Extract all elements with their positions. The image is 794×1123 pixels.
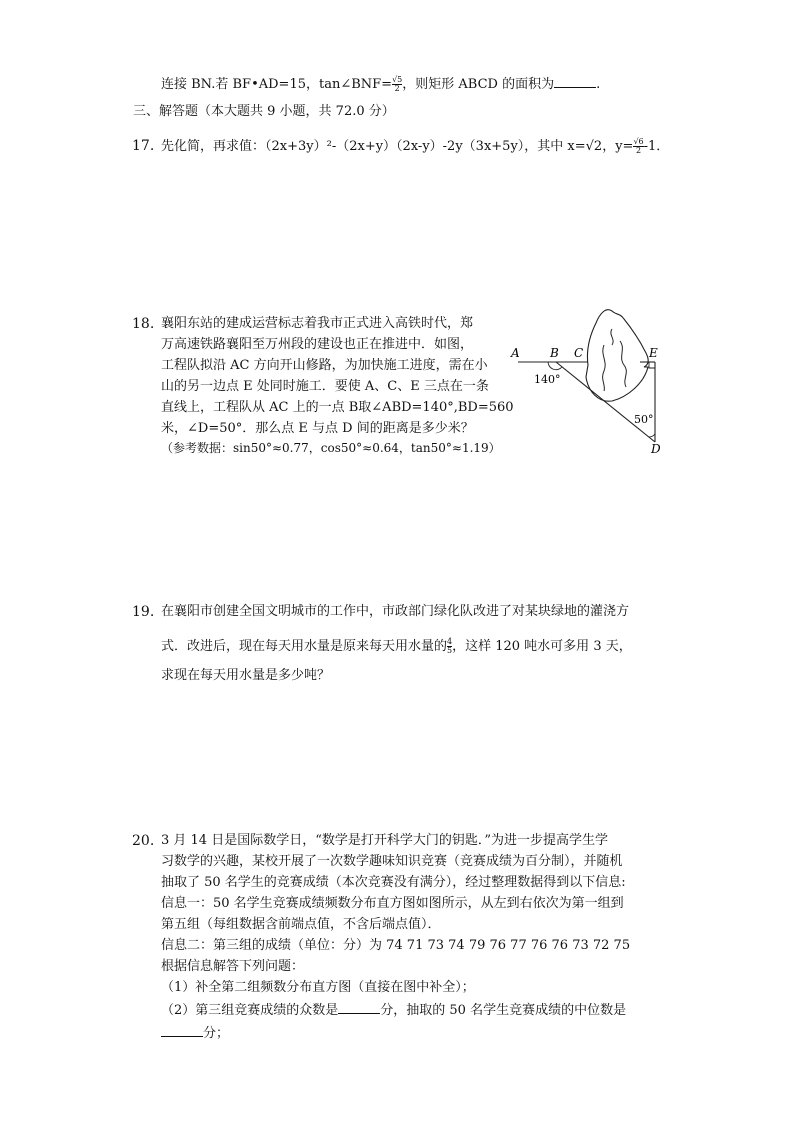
q20-line-3: 抽取了 50 名学生的竞赛成绩（本次竞赛没有满分），经过整理数据得到以下信息: (161, 875, 626, 890)
label-d: D (651, 442, 661, 455)
answer-blank[interactable] (554, 75, 596, 88)
label-b: B (550, 346, 559, 360)
q19-line-2: 式．改进后，现在每天用水量是原来每天用水量的 $\frac{4}{5}$ ，这样 120 吨水可多用 3 天， (161, 637, 632, 655)
label-e: E (649, 346, 658, 360)
q18-line-6: 米，∠D=50°．那么点 E 与点 D 间的距离是多少米？ (161, 421, 474, 436)
q20-line-2: 习数学的兴趣，某校开展了一次数学趣味知识竞赛（竞赛成绩为百分制），并随机 (161, 854, 623, 869)
label-angle-b: 140° (534, 373, 561, 386)
continuation-line: 连接 BN.若 BF•AD=15，tan∠BNF= $\frac{√5}{2}$ ，则矩形 ABCD 的面积为 . (161, 75, 601, 93)
q19-line-1: 在襄阳市创建全国文明城市的工作中，市政部门绿化队改进了对某块绿地的灌浇方 (161, 604, 630, 619)
q17-number: 17. (132, 138, 155, 154)
q20-subquestion-2: （2）第三组竞赛成绩的众数是 分，抽取的 50 名学生竞赛成绩的中位数是 (161, 1003, 627, 1018)
continuation-suffix: ，则矩形 ABCD 的面积为 (402, 77, 555, 92)
label-c: C (574, 346, 584, 360)
mountain-detail-2 (620, 341, 626, 387)
q18-line-3: 工程队拟沿 AC 方向开山修路，为加快施工进度，需在小 (161, 358, 488, 373)
q20-line-5: 第五组（每组数据含前端点值，不含后端点值）． (161, 917, 441, 932)
q18-number: 18. (132, 316, 155, 332)
q19-line-3: 求现在每天用水量是多少吨？ (161, 668, 331, 683)
q20-line-8: （1）补全第二组频数分布直方图（直接在图中补全）； (161, 980, 475, 995)
label-a: A (511, 346, 520, 360)
q18-line-1: 襄阳东站的建成运营标志着我市正式进入高铁时代，郑 (161, 316, 474, 331)
q20-line-7: 根据信息解答下列问题： (161, 959, 305, 974)
q20-line-4: 信息一：50 名学生竞赛成绩频数分布直方图如图所示，从左到右依次为第一组到 (161, 896, 624, 911)
q19-fraction: $\frac{4}{5}$ (447, 637, 453, 655)
right-angle-mark (649, 362, 655, 368)
q17-text: 先化简，再求值：（2x+3y）²-（2x+y）（2x-y）-2y（3x+5y），其中 x=√2，y= $\frac{√6}{2}$ -1． (161, 137, 670, 155)
q19-number: 19. (132, 604, 155, 620)
median-answer-blank[interactable] (161, 1024, 203, 1037)
continuation-fraction: $\frac{√5}{2}$ (392, 75, 403, 93)
q18-reference-data: （参考数据：sin50°≈0.77，cos50°≈0.64，tan50°≈1.19） (161, 441, 501, 455)
q18-line-4: 山的另一边点 E 处同时施工．要使 A、C、E 三点在一条 (161, 379, 489, 394)
q20-number: 20. (132, 833, 155, 849)
q18-figure (508, 305, 668, 455)
mode-answer-blank[interactable] (338, 1001, 380, 1014)
mountain-shape (586, 310, 648, 401)
q20-line-1: 3 月 14 日是国际数学日，“数学是打开科学大门的钥匙．”为进一步提高学生学 (161, 833, 609, 848)
q18-line-2: 万高速铁路襄阳至万州段的建设也正在推进中．如图， (161, 337, 474, 352)
q20-subquestion-2-cont: 分； (161, 1024, 229, 1042)
q17-fraction: $\frac{√6}{2}$ (633, 137, 644, 155)
line-bd (556, 362, 655, 442)
q18-line-5: 直线上，工程队从 AC 上的一点 B取∠ABD=140°,BD=560 (161, 400, 514, 415)
section-title: 三、解答题（本大题共 9 小题，共 72.0 分） (133, 104, 395, 119)
continuation-prefix: 连接 BN.若 BF•AD=15，tan∠BNF= (161, 77, 393, 92)
mountain-detail-1 (603, 345, 606, 391)
angle-d-arc (649, 434, 655, 437)
mountain-detail-3 (611, 329, 613, 345)
label-angle-d: 50° (634, 413, 654, 426)
q20-line-6: 信息二：第三组的成绩（单位：分）为 74 71 73 74 79 76 77 76 76 73 72 75 (161, 938, 631, 953)
